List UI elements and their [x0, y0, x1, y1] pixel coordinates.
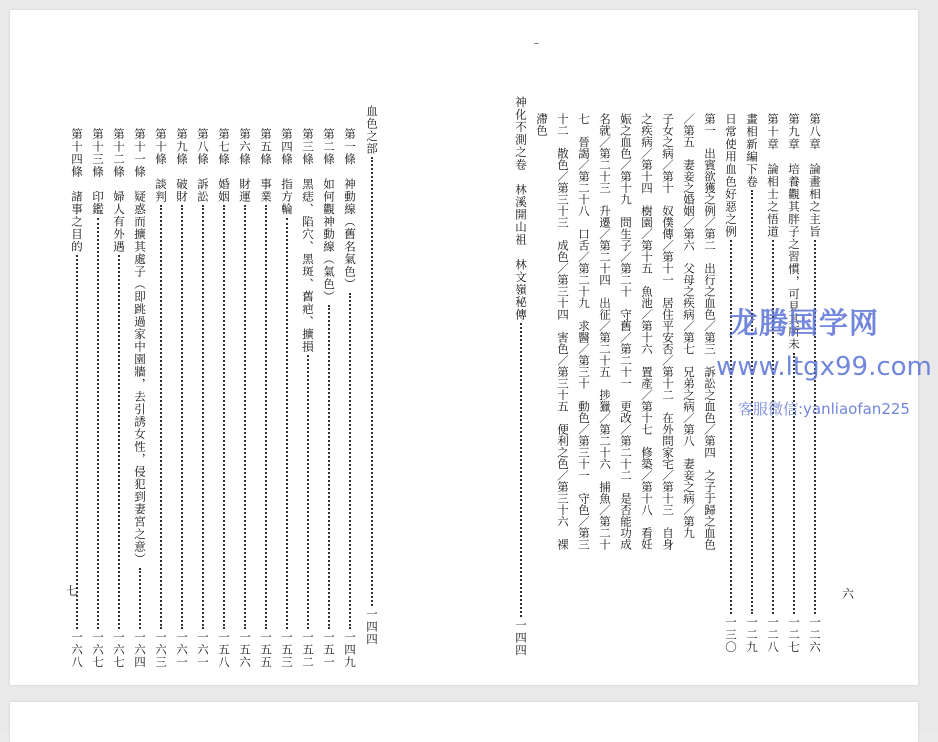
paragraph-line: 娠之血色／第十九 問生子／第二十 守舊／第二十一 更改／第二十二 是否能功成 [619, 113, 633, 550]
paragraph-line: 第一 出賓欲獲之例／第二 出行之血色／第三 訴訟之血色／第四 之子于歸之血色 [703, 113, 717, 550]
watermark-contact: 客服微信:yanliaofan225 [738, 400, 910, 418]
toc-entry: 第十一條 疑惑而擴其處子（即跳過家中園牆，去引誘女性，侵犯到妻宮之意） 一六四 [133, 128, 147, 668]
toc-entry: 第八條 訴訟 一六一 [196, 128, 210, 668]
toc-entry: 第十章 論相士之悟道 一二八 [766, 113, 780, 653]
toc-entry: 第三條 黑痣、陷穴、黑斑、舊疤、擴損 一五二 [301, 128, 315, 668]
toc-entry: 第十條 談判 一六三 [154, 128, 168, 668]
toc-entry: 第九條 破財 一六一 [175, 128, 189, 668]
toc-entry: 第六條 財運 一五六 [238, 128, 252, 668]
left-page [10, 10, 460, 685]
paragraph-line: 七 晉謁／第二十八 口舌／第二十九 求醫／第三十 動色／第三十一 守色／第三 [577, 113, 591, 550]
right-page [468, 10, 918, 685]
toc-entry: 第九章 培養觀其胖子之習慣，可見其所未 一二七 [787, 113, 801, 653]
paragraph-line: ／第五 妻妾之婚姻／第六 父母之疾病／第七 兄弟之病／第八 妻妾之病／第九 [682, 113, 696, 539]
toc-entry: 血色之部 一四四 [365, 105, 379, 645]
print-mark: – [534, 38, 539, 49]
toc-entry: 第五條 事業 一五五 [259, 128, 273, 668]
page-number: 六 [842, 587, 855, 601]
paragraph-line: 十二 散色／第三十三 成色／第三十四 害色／第三十五 便利之色／第三十六 裸 [556, 113, 570, 550]
toc-entry: 第八章 論畫相之主旨 一二六 [808, 113, 822, 653]
book-spread [10, 10, 918, 685]
watermark-url: www.ltgx99.com [716, 352, 932, 382]
paragraph-line: 之疾病／第十四 樹園／第十五 魚池／第十六 置產／第十七 修築／第十八 看妊 [640, 113, 654, 550]
next-page-edge [10, 702, 918, 742]
toc-entry: 第十二條 婦人有外遇 一六七 [112, 128, 126, 668]
toc-entry: 第二條 如何觀神動線（氣色） 一五一 [322, 128, 336, 668]
paragraph-line: 滯色 [535, 113, 549, 136]
toc-entry: 日常使用血色好惡之例 一三〇 [724, 113, 738, 653]
toc-entry: 第七條 婚姻 一五八 [217, 128, 231, 668]
watermark-name: 龙腾国学网 [729, 306, 880, 340]
toc-entry: 第一條 神動線（舊名氣色） 一四九 [343, 128, 357, 668]
toc-entry: 第十三條 印鑑 一六七 [91, 128, 105, 668]
paragraph-line: 名就／第二十三 升遷／第二十四 出征／第二十五 捗獵／第二十六 捕魚／第二十 [598, 113, 612, 550]
toc-entry: 第四條 指方輪 一五三 [280, 128, 294, 668]
paragraph-line: 子女之病／第十 奴僕傳／第十一 居住平安否／第十二 在外問家宅／第十三 自身 [661, 113, 675, 550]
toc-entry: 神化不測之卷 林溪開山祖 林文嶺秘傳 一四四 [514, 96, 528, 656]
page-number: 七 [66, 584, 79, 598]
toc-entry: 第十四條 諸事之目的 一六八 [70, 128, 84, 668]
toc-entry: 畫相新編下卷 一二九 [745, 113, 759, 653]
